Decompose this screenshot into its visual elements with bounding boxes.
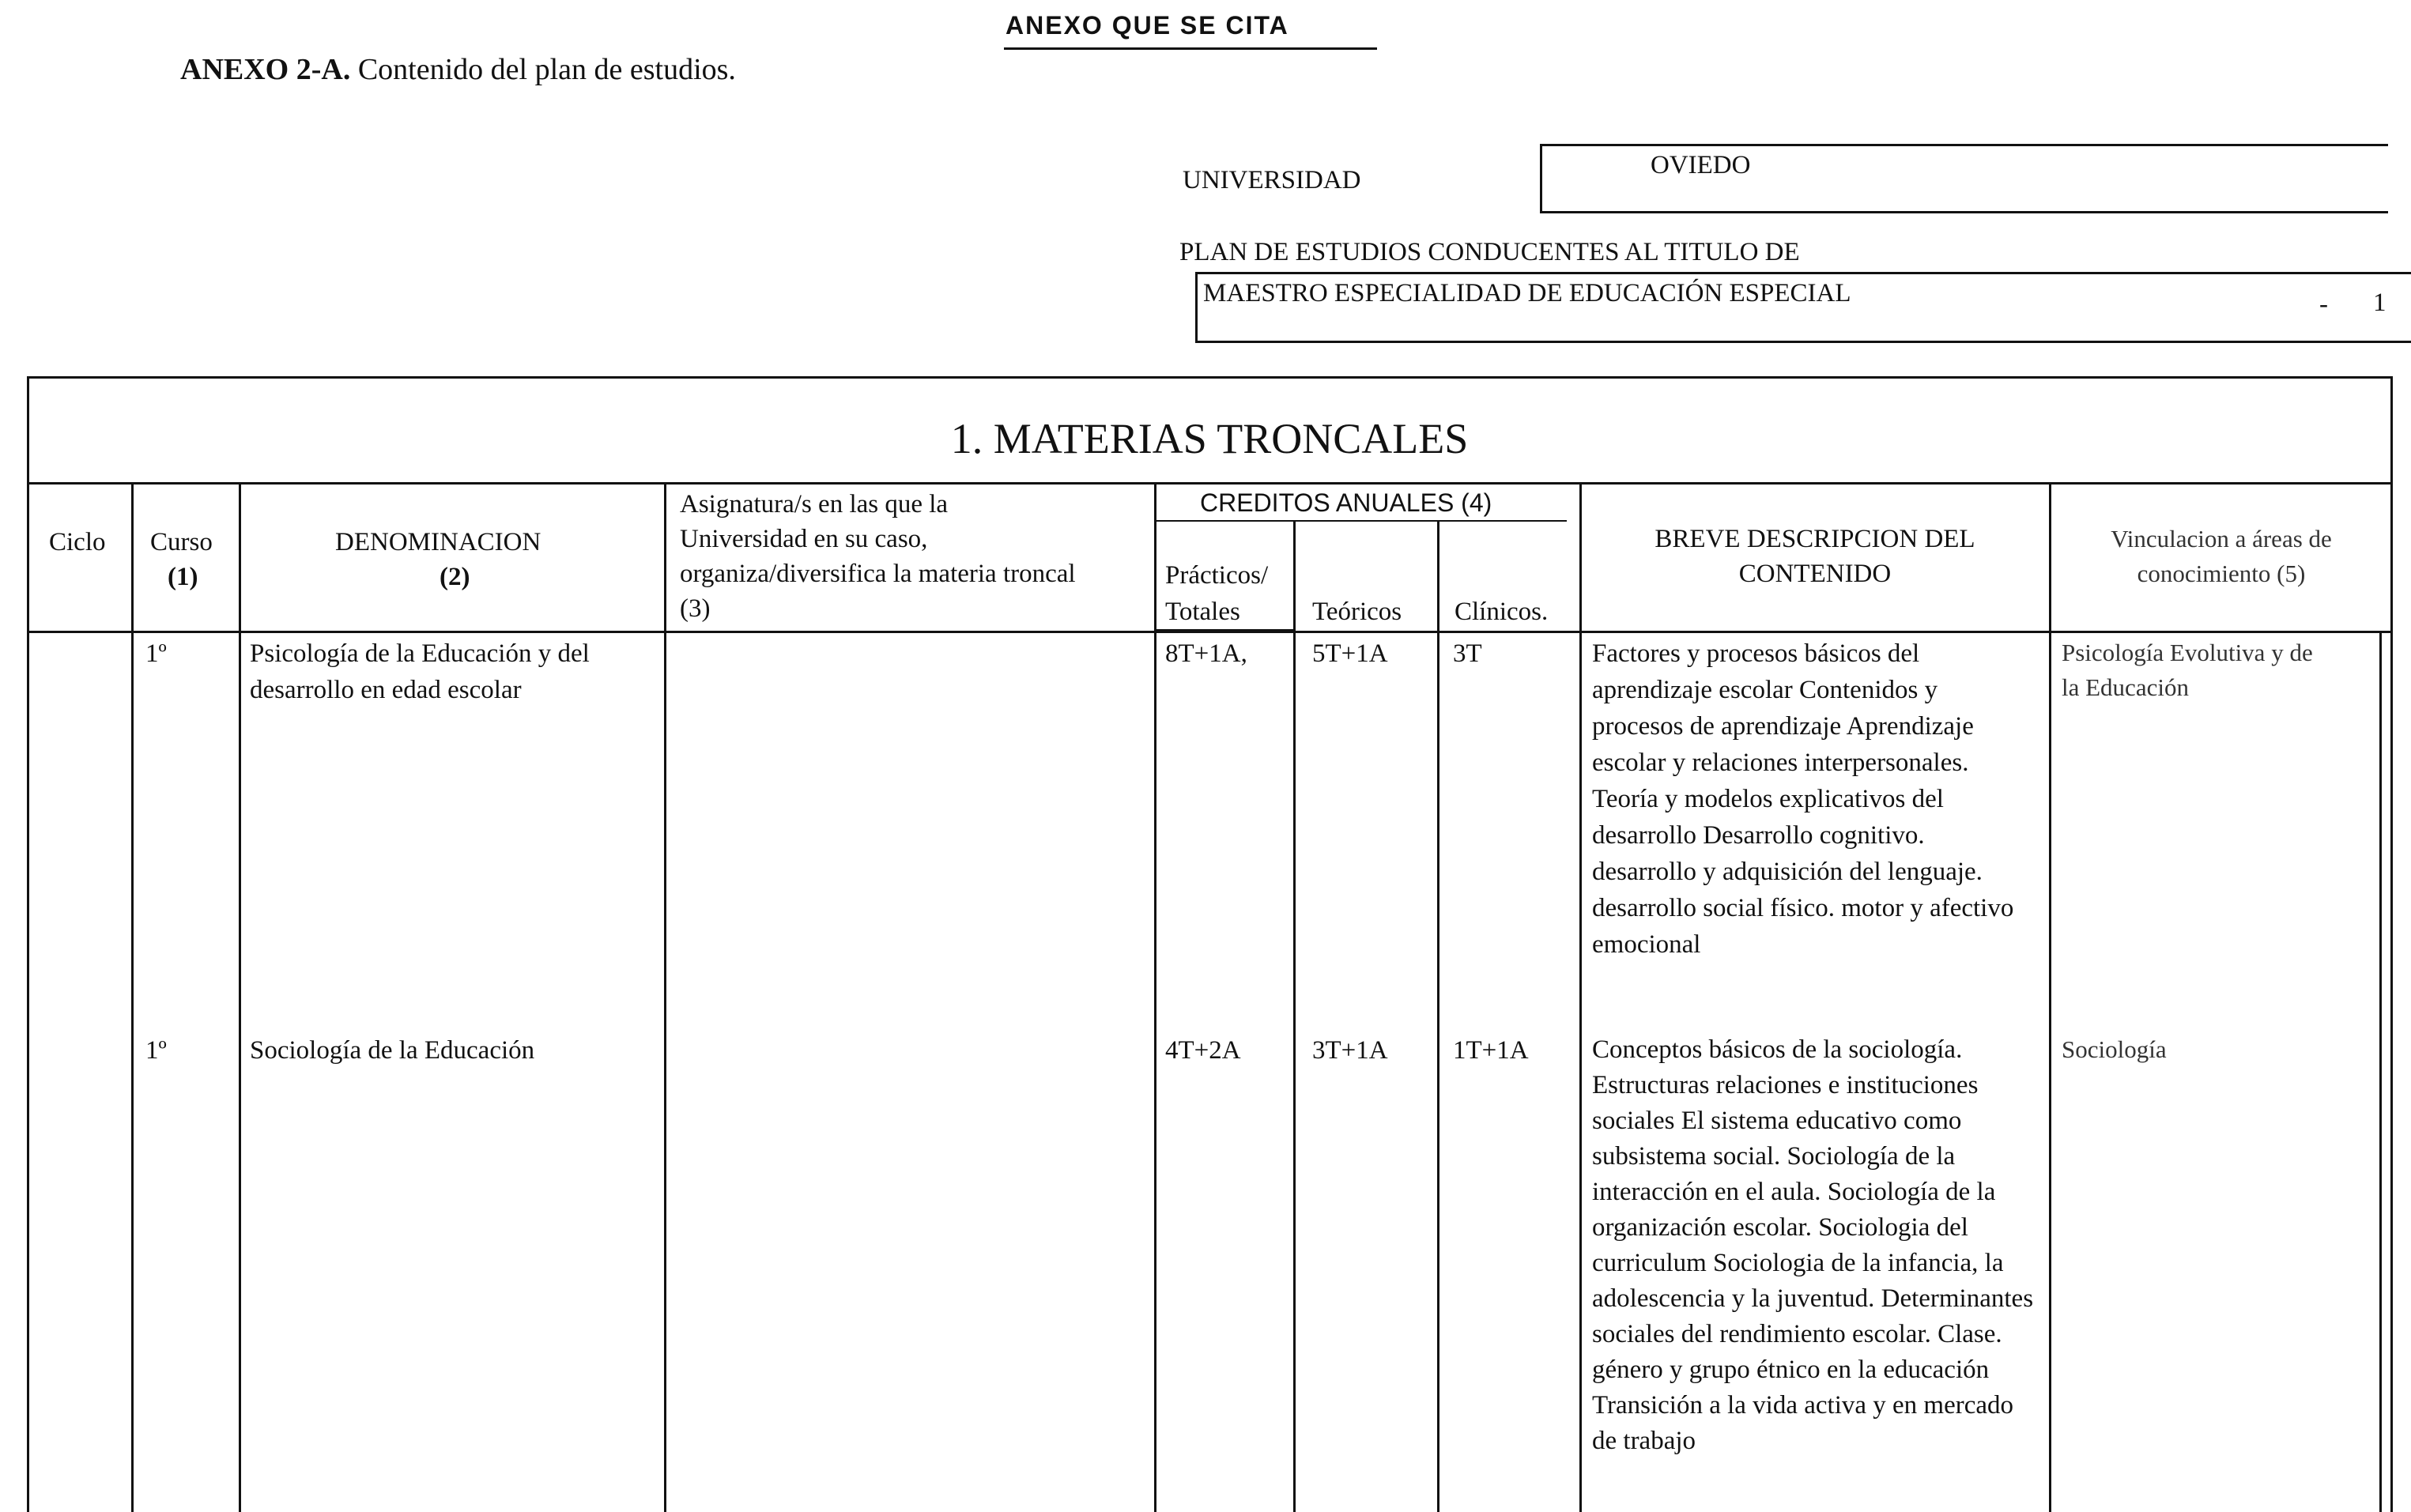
header-denominacion-note: (2) (440, 563, 470, 591)
universidad-label: UNIVERSIDAD (1183, 166, 1361, 194)
header-bottom-rule (27, 631, 2392, 633)
row-denominacion-line1: Psicología de la Educación y del (250, 639, 590, 668)
header-ciclo: Ciclo (49, 528, 106, 556)
anexo-text: Contenido del plan de estudios. (357, 53, 736, 86)
row-descripcion: Factores y procesos básicos del aprendizaje escolar Contenidos y procesos de aprendizaje Aprendizaje escolar y relaciones interpersonales. Teoría y modelos explicativos del desarrollo Desarrollo cognitivo. desarrollo y adquisición del lenguaje. desarrollo social físico. motor y afectivo emocional (1592, 639, 2014, 959)
row-teoricos: 5T+1A (1312, 639, 1388, 668)
plan-label: PLAN DE ESTUDIOS CONDUCENTES AL TITULO DE (1179, 238, 1800, 266)
header-breve-line2: CONTENIDO (1738, 560, 1892, 588)
col-divider-1 (131, 482, 134, 1512)
creditos-underline (1156, 520, 1567, 522)
header-curso: Curso (150, 528, 213, 556)
header-curso-note: (1) (168, 563, 198, 591)
section-title: 1. MATERIAS TRONCALES (950, 415, 1469, 462)
row-teoricos: 3T+1A (1312, 1036, 1388, 1065)
universidad-value: OVIEDO (1651, 151, 1751, 179)
row-clinicos: 1T+1A (1453, 1036, 1529, 1065)
row-totales: 8T+1A, (1165, 639, 1247, 668)
header-asignatura-line2: Universidad en su caso, (680, 525, 928, 553)
row-curso: 1º (145, 639, 167, 668)
col-divider-9 (2379, 632, 2382, 1512)
row-vinculacion-line1: Sociología (2062, 1035, 2167, 1063)
col-divider-3 (664, 482, 666, 1512)
header-clinicos: Clínicos. (1455, 598, 1549, 626)
header-top-rule (27, 482, 2392, 485)
header-teoricos: Teóricos (1312, 598, 1402, 626)
titulo-value: MAESTRO ESPECIALIDAD DE EDUCACIÓN ESPECIAL (1203, 279, 1851, 307)
header-vinculacion-line2: conocimiento (5) (2137, 560, 2306, 587)
page-dash: - (2319, 290, 2328, 319)
header-vinculacion-line1: Vinculacion a áreas de (2111, 525, 2332, 552)
header-asignatura-note: (3) (680, 594, 711, 623)
header-asignatura-line1: Asignatura/s en las que la (680, 490, 949, 518)
header-asignatura-line3: organiza/diversifica la materia troncal (680, 560, 1076, 588)
page-number: 1 (2373, 288, 2386, 317)
row-curso: 1º (145, 1036, 167, 1065)
col-divider-6 (1437, 522, 1439, 1512)
row-denominacion-line2: desarrollo en edad escolar (250, 676, 522, 704)
anexo-title-underline (1004, 47, 1377, 50)
col-divider-2 (239, 482, 241, 1512)
table-left-border (27, 376, 29, 1512)
row-vinculacion-line1: Psicología Evolutiva y de (2062, 639, 2313, 666)
anexo-title: ANEXO QUE SE CITA (1006, 11, 1289, 40)
col-divider-5 (1293, 522, 1296, 1512)
anexo-label: ANEXO 2-A. (180, 53, 351, 86)
row-totales: 4T+2A (1165, 1036, 1241, 1065)
row-denominacion-line1: Sociología de la Educación (250, 1036, 535, 1065)
col-divider-7 (1579, 482, 1582, 1512)
header-breve-line1: BREVE DESCRIPCION DEL (1654, 525, 1975, 553)
row-vinculacion-line2: la Educación (2062, 673, 2189, 701)
col-divider-8 (2049, 482, 2051, 1512)
header-practicos: Prácticos/ (1165, 561, 1269, 590)
col-divider-4 (1154, 482, 1156, 1512)
row-descripcion: Conceptos básicos de la sociología. Estructuras relaciones e instituciones sociales El sistema educativo como subsistema social. Sociología de la interacción en el aula. Sociología de la organización escolar. Sociologia del curriculum Sociologia de la infancia, la adolescencia y la juventud. Determinantes sociales del rendimiento escolar. Clase. género y grupo étnico en la educación Transición a la vida activa y en mercado de trabajo (1592, 1035, 2034, 1455)
row-clinicos: 3T (1453, 639, 1482, 668)
header-totales: Totales (1165, 598, 1240, 626)
totales-underline (1156, 629, 1295, 631)
header-creditos: CREDITOS ANUALES (4) (1200, 488, 1492, 517)
header-denominacion: DENOMINACION (335, 528, 541, 556)
anexo-heading (180, 52, 736, 87)
table-top-border (27, 376, 2392, 379)
